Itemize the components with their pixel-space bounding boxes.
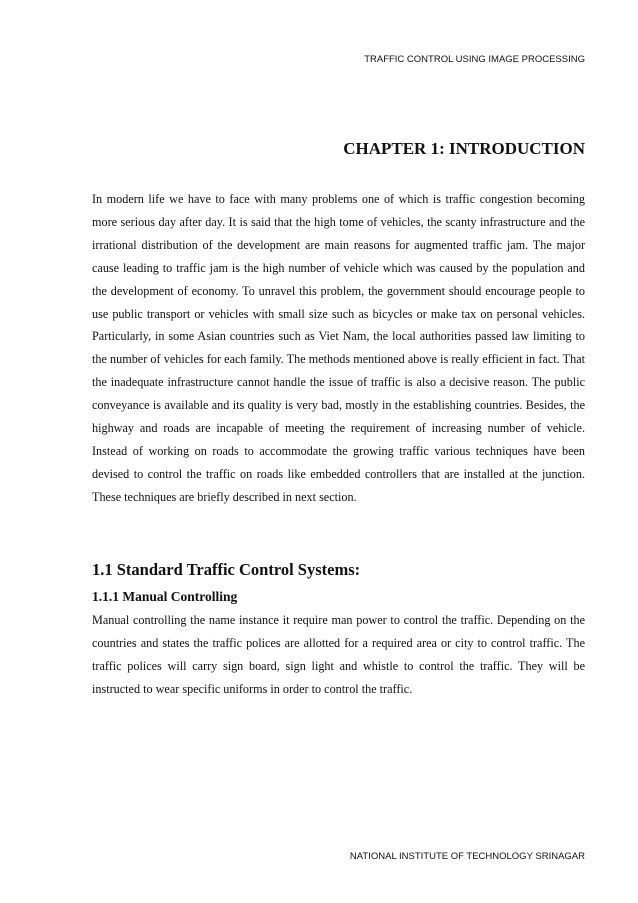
manual-controlling-paragraph: Manual controlling the name instance it require man power to control the traffic. Depending on the countries and states the traffic polices are allotted for a required area or city to control traffic. The traffic polices will carry sign board, sign light and whistle to control the traffic. They will be instructed to wear specific uniforms in order to control the traffic. [92,613,585,696]
section-heading: 1.1 Standard Traffic Control Systems: [92,560,361,579]
chapter-title: CHAPTER 1: INTRODUCTION [343,139,585,158]
running-footer: NATIONAL INSTITUTE OF TECHNOLOGY SRINAGAR [349,851,585,862]
running-header: TRAFFIC CONTROL USING IMAGE PROCESSING [364,54,585,65]
intro-paragraph: In modern life we have to face with many problems one of which is traffic congestion becoming more serious day after day. It is said that the high tome of vehicles, the scanty infrastructure and the irrational distribution of the development are main reasons for augmented traffic jam. The major cause leading to traffic jam is the high number of vehicle which was caused by the population and the development of economy. To unravel this problem, the government should encourage people to use public transport or vehicles with small size such as bicycles or make tax on personal vehicles. Particularly, in some Asian countries such as Viet Nam, the local authorities passed law limiting to the number of vehicles for each family. The methods mentioned above is really efficient in fact. That the inadequate infrastructure cannot handle the issue of traffic is also a decisive reason. The public conveyance is available and its quality is very bad, mostly in the establishing countries. Besides, the highway and roads are incapable of meeting the requirement of increasing number of vehicle. Instead of working on roads to accommodate the growing traffic various techniques have been devised to control the traffic on roads like embedded controllers that are installed at the junction. These techniques are briefly described in next section. [92,192,585,504]
subsection-heading: 1.1.1 Manual Controlling [92,589,238,604]
